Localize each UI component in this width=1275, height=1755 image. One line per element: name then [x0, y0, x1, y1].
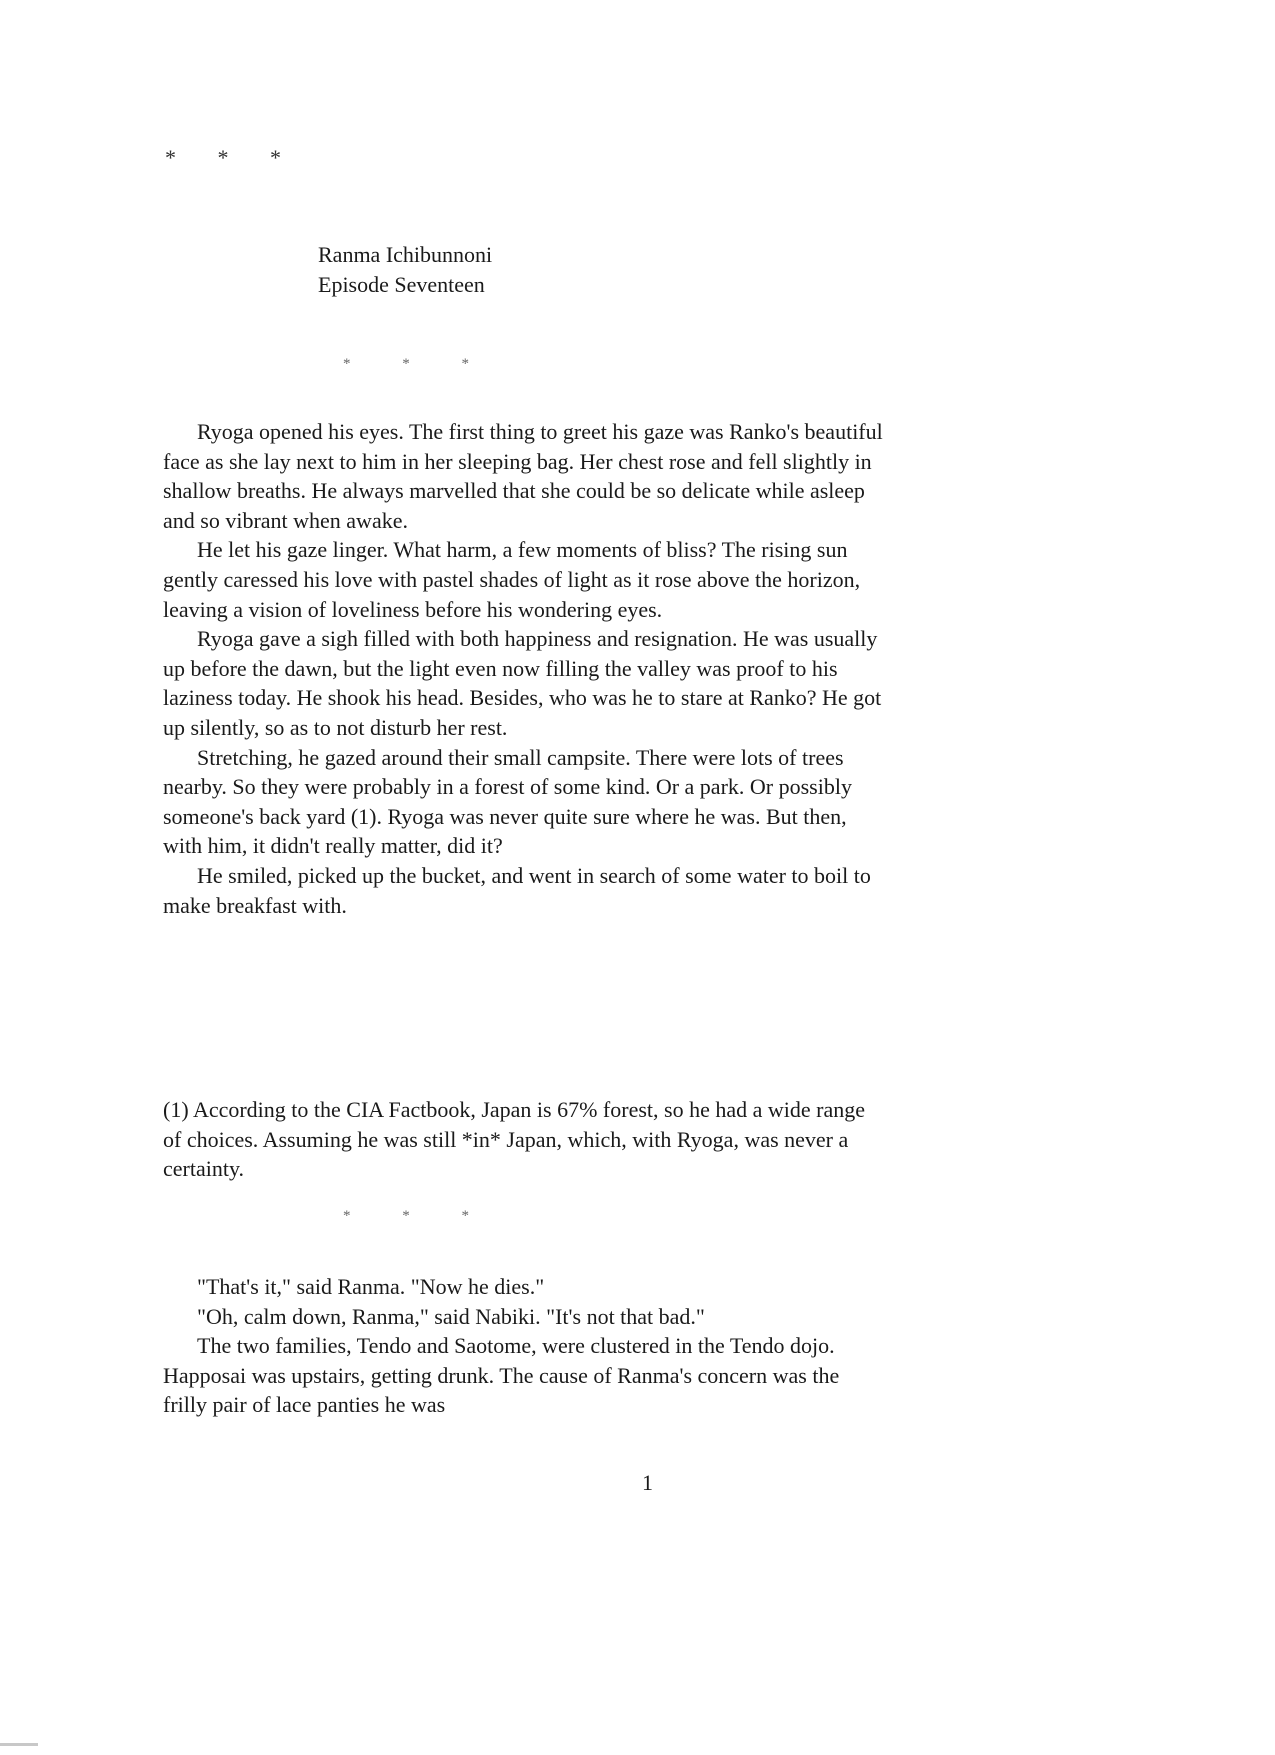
series-title: Ranma Ichibunnoni [318, 242, 493, 267]
footnote [163, 1095, 883, 1184]
scene-1-text [163, 417, 883, 920]
section-break-2: * * * [343, 1208, 493, 1224]
paragraph: He let his gaze linger. What harm, a few moments of bliss? The rising sun gently caressed his love with pastel shades of light as it rose above the horizon, leaving a vision of loveliness before his wondering eyes. [163, 537, 861, 622]
episode-subtitle: Episode Seventeen [318, 272, 485, 297]
paragraph: Ryoga gave a sigh filled with both happiness and resignation. He was usually up before the dawn, but the light even now filling the valley was proof to his laziness today. He shook his head. Besides, who was he to stare at Ranko? He got up silently, so as to not disturb her rest. [163, 626, 882, 740]
paragraph: He smiled, picked up the bucket, and went in search of some water to boil to make breakfast with. [163, 862, 871, 918]
footnote-text: (1) According to the CIA Factbook, Japan is 67% forest, so he had a wide range of choices. Assuming he was still *in* Japan, which, with Ryoga, was never a certainty. [163, 1097, 865, 1182]
paragraph: Ryoga opened his eyes. The first thing to greet his gaze was Ranko's beautiful face as she lay next to him in her sleeping bag. Her chest rose and fell slightly in shallow breaths. He always marvelled that she could be so delicate while asleep and so vibrant when awake. [163, 419, 883, 533]
paragraph: Stretching, he gazed around their small campsite. There were lots of trees nearby. So they were probably in a forest of some kind. Or a park. Or possibly someone's back yard (1). Ryoga was never quite sure where he was. But then, with him, it didn't really matter, did it? [163, 744, 852, 859]
section-break-1: * * * [343, 356, 493, 372]
paragraph: "Oh, calm down, Ranma," said Nabiki. "It's not that bad." [197, 1303, 705, 1329]
episode-title [318, 240, 492, 300]
scan-edge-mark [0, 1743, 38, 1746]
paragraph: "That's it," said Ranma. "Now he dies." [197, 1274, 545, 1299]
paragraph: The two families, Tendo and Saotome, were clustered in the Tendo dojo. Happosai was upstairs, getting drunk. The cause of Ranma's concern was the frilly pair of lace panties he was [163, 1333, 840, 1418]
section-break-top: * * * [165, 145, 299, 170]
scene-2-text [163, 1272, 883, 1420]
page-number: 1 [642, 1470, 653, 1495]
